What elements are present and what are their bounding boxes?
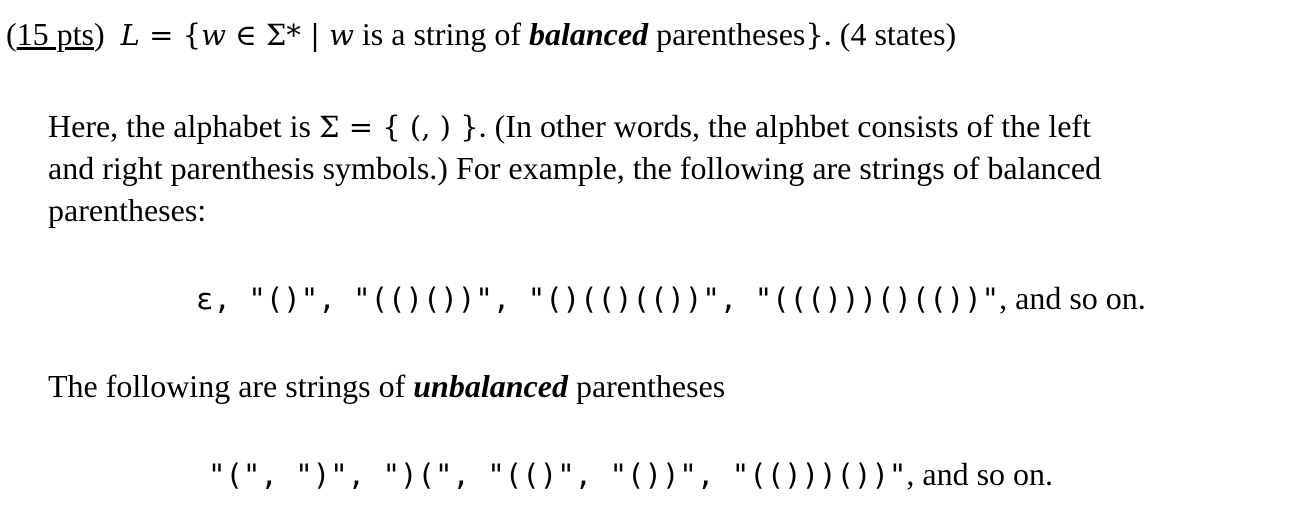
balanced-emphasis: balanced <box>528 16 649 52</box>
unbalanced-examples-suffix: , and so on. <box>906 456 1054 492</box>
alphabet-line-3: parentheses: <box>48 192 207 228</box>
set-open: = { <box>139 18 202 52</box>
unbalanced-text-b: parentheses <box>567 368 726 404</box>
unbalanced-example-strings: "(", ")", ")(", "(()", "())", "(()))())" <box>208 458 907 492</box>
close-paren: ) <box>94 16 105 52</box>
open-paren: ( <box>6 16 17 52</box>
unbalanced-examples <box>208 454 1053 495</box>
variable-w-2: w <box>329 18 354 52</box>
points-label: 15 pts <box>16 16 94 52</box>
balanced-examples <box>196 278 1146 319</box>
alphabet-line-1 <box>48 106 1091 147</box>
balanced-example-strings: ε, "()", "(()())", "()(()(())", "((()))()(())" <box>196 282 1000 316</box>
alphabet-definition: Σ = { (, ) } <box>319 110 479 144</box>
set-close: } <box>805 18 824 52</box>
unbalanced-text-a: The following are strings of <box>48 368 414 404</box>
balanced-examples-suffix: , and so on. <box>999 280 1146 316</box>
alphabet-text-b: . (In other words, the alphbet consists of the left <box>478 108 1091 144</box>
states-count: . (4 states) <box>823 16 957 52</box>
variable-w: w <box>201 18 226 52</box>
parentheses-text: parentheses <box>648 16 806 52</box>
unbalanced-emphasis: unbalanced <box>413 368 568 404</box>
unbalanced-intro <box>48 366 725 406</box>
definition-text: is a string of <box>353 16 529 52</box>
alphabet-line-2: and right parenthesis symbols.) For example, the following are strings of balanced <box>48 150 1102 186</box>
membership: ∈ Σ* | <box>225 18 330 52</box>
language-symbol: L <box>120 18 140 52</box>
alphabet-text-a: Here, the alphabet is <box>48 108 319 144</box>
problem-statement <box>6 14 956 55</box>
